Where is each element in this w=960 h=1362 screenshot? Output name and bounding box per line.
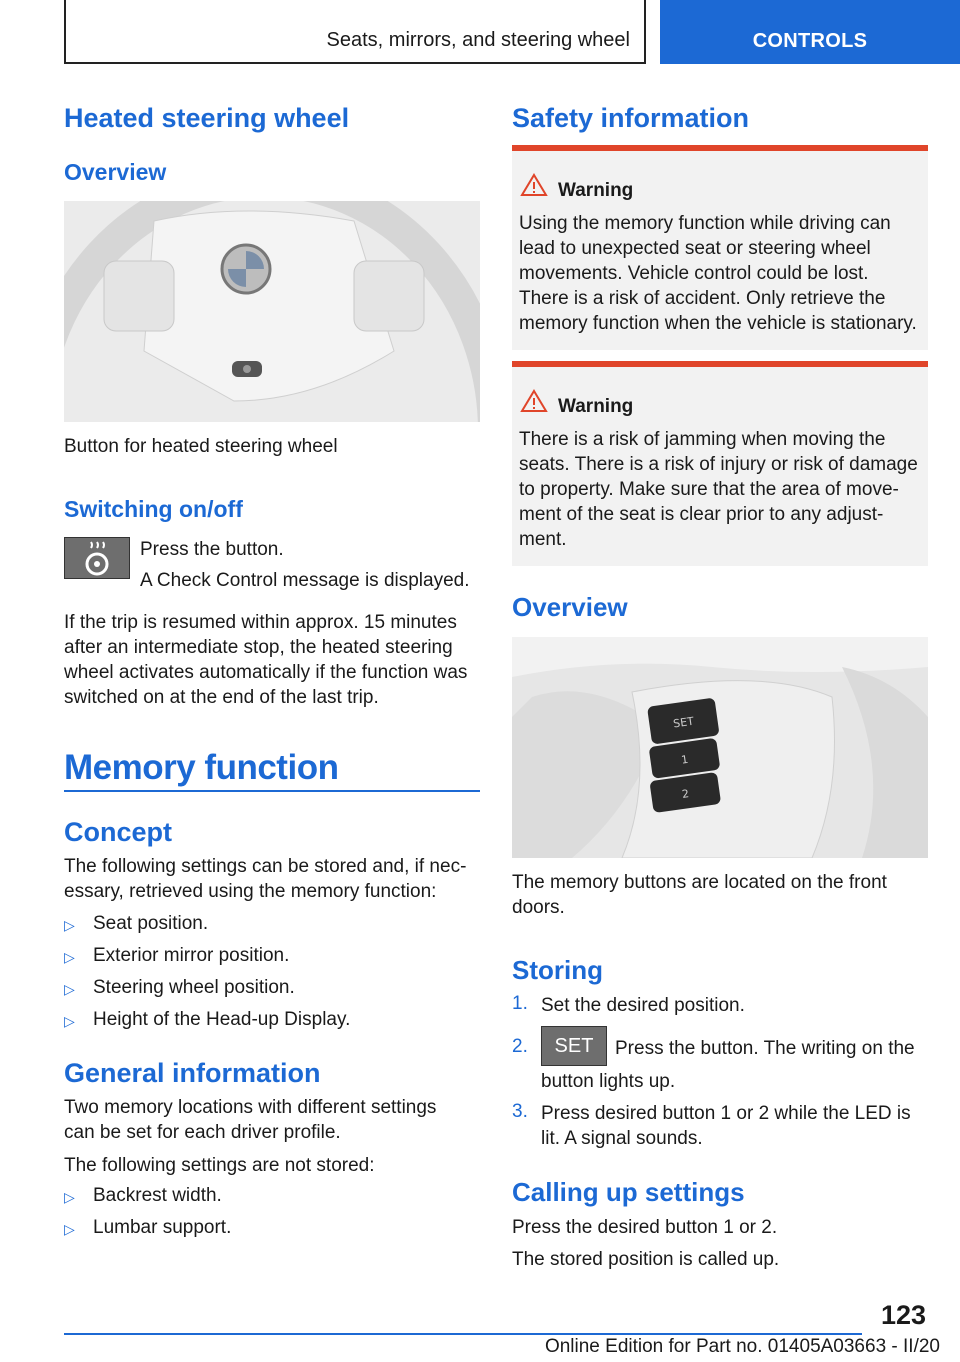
steering-caption: Button for heated steering wheel (64, 436, 338, 457)
step-number: 1. (512, 993, 528, 1014)
trip-line: switched on at the end of the last trip. (64, 687, 379, 708)
step-number: 2. (512, 1036, 528, 1057)
storing-heading: Storing (512, 955, 603, 985)
bullet-triangle-icon: ▷ (64, 1221, 75, 1237)
switch-instruction: Press the button. (140, 539, 284, 560)
caption-line: doors. (512, 897, 565, 918)
list-item-text: Backrest width. (93, 1185, 222, 1206)
warning-box-1 (512, 145, 928, 350)
warning-line: There is a risk of jamming when moving the (519, 429, 886, 450)
warning-box-2 (512, 361, 928, 566)
header-tab-label: CONTROLS (752, 30, 868, 52)
step-text: button lights up. (541, 1071, 676, 1092)
warning-line: lead to unexpected seat or steering wheel (519, 238, 871, 259)
header-tab-controls[interactable] (660, 0, 960, 64)
calling-up-heading: Calling up settings (512, 1177, 745, 1207)
calling-instruction: Press the desired button 1 or 2. (512, 1217, 778, 1238)
bullet-triangle-icon: ▷ (64, 917, 75, 933)
concept-paragraph (64, 854, 484, 904)
trip-line: wheel activates automatically if the function was (64, 662, 468, 683)
warning-title: Warning (558, 180, 634, 201)
step-text: Press the button. The writing on the (615, 1038, 915, 1059)
concept-line: essary, retrieved using the memory function: (64, 881, 437, 902)
door-memory-buttons-illustration (512, 637, 928, 858)
safety-info-title: Safety information (512, 103, 750, 133)
door-button-1-label: 1 (680, 752, 690, 767)
footer-edition: Online Edition for Part no. 01405A03663 - II/20 (544, 1336, 940, 1357)
switch-message: A Check Control message is displayed. (140, 570, 470, 591)
door-button-set-label: SET (672, 714, 695, 731)
overview-heading-left: Overview (64, 159, 167, 185)
not-stored-intro: The following settings are not stored: (64, 1155, 375, 1176)
warning-triangle-icon (520, 389, 548, 413)
bullet-triangle-icon: ▷ (64, 1013, 75, 1029)
warning-line: Using the memory function while driving can (519, 213, 891, 234)
step-text: Set the desired position. (541, 995, 745, 1016)
list-item-text: Steering wheel position. (93, 977, 295, 998)
step-text: Press desired button 1 or 2 while the LED is (541, 1103, 911, 1124)
trip-line: If the trip is resumed within approx. 15 minutes (64, 612, 457, 633)
storing-steps (512, 993, 932, 1153)
list-item-text: Height of the Head-up Display. (93, 1009, 351, 1030)
general-line: Two memory locations with different settings (64, 1097, 437, 1118)
step-text: lit. A signal sounds. (541, 1128, 703, 1149)
warning-text (519, 427, 929, 552)
general-info-heading: General information (64, 1058, 321, 1088)
footer-rule (64, 1333, 862, 1335)
warning-line: to property. Make sure that the area of move- (519, 479, 899, 500)
overview-caption (512, 870, 932, 920)
warning-line: memory function when the vehicle is stationary. (519, 313, 917, 334)
bullet-triangle-icon: ▷ (64, 981, 75, 997)
steering-wheel-illustration (64, 201, 480, 422)
concept-heading: Concept (64, 817, 172, 847)
caption-line: The memory buttons are located on the front (512, 872, 887, 893)
warning-line: movements. Vehicle control could be lost. (519, 263, 869, 284)
heated-steering-button-icon (64, 537, 130, 579)
calling-result: The stored position is called up. (512, 1249, 780, 1270)
list-item-text: Seat position. (93, 913, 209, 934)
title-rule (64, 790, 480, 792)
memory-function-title: Memory function (64, 748, 339, 787)
general-line: can be set for each driver profile. (64, 1122, 341, 1143)
list-item-text: Lumbar support. (93, 1217, 232, 1238)
page-number: 123 (880, 1300, 926, 1330)
warning-line: There is a risk of accident. Only retrieve the (519, 288, 886, 309)
overview-heading-right: Overview (512, 592, 628, 622)
list-item-text: Exterior mirror position. (93, 945, 290, 966)
heated-steering-title: Heated steering wheel (64, 103, 350, 133)
warning-line: seats. There is a risk of injury or risk of damage (519, 454, 918, 475)
page-header (64, 0, 960, 64)
bullet-triangle-icon: ▷ (64, 949, 75, 965)
concept-line: The following settings can be stored and, if nec- (64, 856, 467, 877)
warning-triangle-icon (520, 173, 548, 197)
trip-paragraph (64, 610, 484, 710)
bullet-triangle-icon: ▷ (64, 1189, 75, 1205)
set-button-icon: SET (541, 1026, 607, 1066)
header-section-title: Seats, mirrors, and steering wheel (326, 29, 630, 51)
warning-line: ment of the seat is clear prior to any adjust- (519, 504, 884, 525)
door-button-2-label: 2 (681, 787, 690, 801)
step-number: 3. (512, 1101, 528, 1122)
warning-line: ment. (519, 529, 567, 550)
warning-title: Warning (558, 396, 634, 417)
trip-line: after an intermediate stop, the heated steering (64, 637, 453, 658)
general-paragraph (64, 1095, 484, 1145)
header-section-box (64, 0, 646, 64)
switching-heading: Switching on/off (64, 496, 243, 522)
warning-text (519, 211, 929, 336)
